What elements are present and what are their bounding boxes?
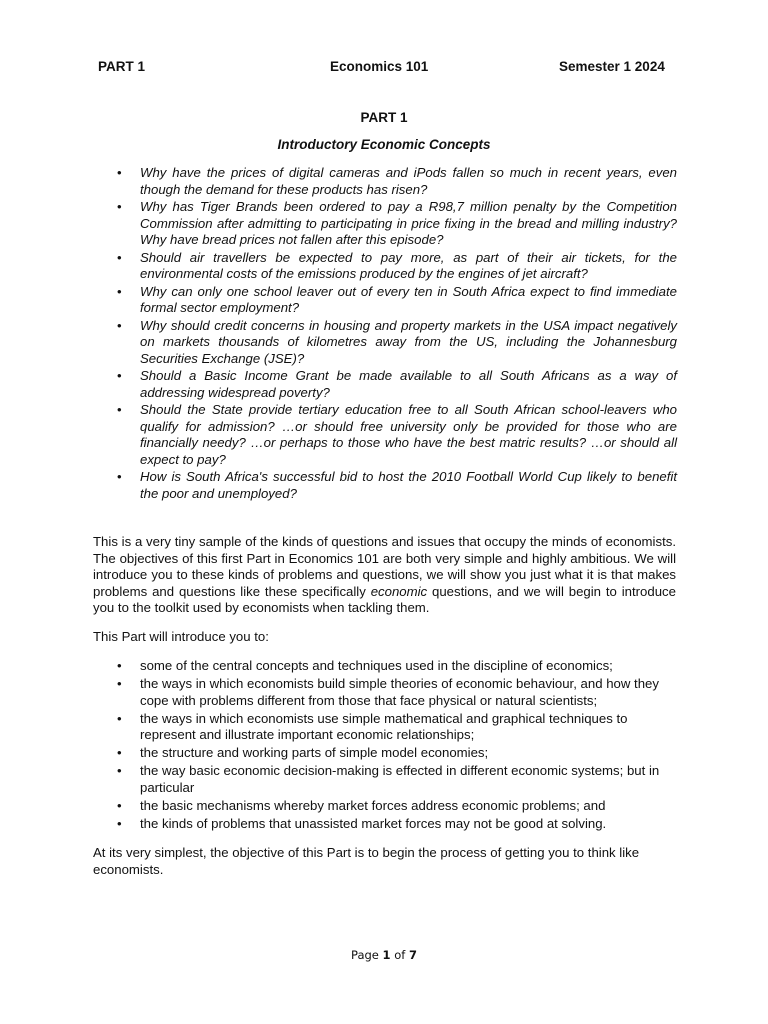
footer-of-word: of (394, 948, 406, 962)
header-semester: Semester 1 2024 (559, 59, 665, 74)
question-item: • Why can only one school leaver out of every ten in South Africa expect to find immediate formal sector employment? (140, 284, 677, 317)
question-item: • Should a Basic Income Grant be made available to all South Africans as a way of addressing widespread poverty? (140, 368, 677, 401)
intro-paragraph (93, 534, 676, 617)
footer-page-word: Page (351, 948, 379, 962)
page-footer (0, 948, 768, 962)
running-header (0, 59, 768, 77)
topic-item: • some of the central concepts and techniques used in the discipline of economics; (140, 658, 680, 675)
question-item: • Why should credit concerns in housing and property markets in the USA impact negatively on markets thousands of kilometres away from the US, including the Johannesburg Securities Exchange (JSE)? (140, 318, 677, 368)
question-list (140, 165, 677, 503)
topic-item: • the basic mechanisms whereby market forces address economic problems; and (140, 798, 680, 815)
page-subtitle: Introductory Economic Concepts (277, 137, 491, 152)
question-item: • Why has Tiger Brands been ordered to pay a R98,7 million penalty by the Competition Commission after admitting to participating in price fixing in the bread and milling industry? Why have bread prices not fallen after this episode? (140, 199, 677, 249)
intro-emphasis: economic (370, 583, 428, 599)
question-item: • How is South Africa's successful bid to host the 2010 Football World Cup likely to benefit the poor and unemployed? (140, 469, 677, 502)
topic-item: • the ways in which economists use simple mathematical and graphical techniques to represent and illustrate important economic relationships; (140, 711, 680, 744)
footer-total-pages: 7 (408, 948, 417, 962)
topic-item: • the ways in which economists build simple theories of economic behaviour, and how they cope with problems different from those that face physical or natural scientists; (140, 676, 680, 709)
closing-paragraph: At its very simplest, the objective of this Part is to begin the process of getting you to think like economists. (93, 845, 640, 877)
question-item: • Should air travellers be expected to pay more, as part of their air tickets, for the environmental costs of the emissions produced by the engines of jet aircraft? (140, 250, 677, 283)
footer-current-page: 1 (382, 948, 391, 962)
intro-text-start: This is a very tiny sample of the kinds of questions and issues that occupy the minds of economists. The objectives of this first Part in Economics 101 are both very simple and highly ambitious. We will introduce you to these kinds of problems and questions, we will show you just what it is that makes problems and questions like these specifically (93, 534, 676, 599)
header-course-title: Economics 101 (330, 59, 429, 74)
topic-item: • the way basic economic decision-making is effected in different economic systems; but in particular (140, 763, 680, 796)
topic-item: • the structure and working parts of simple model economies; (140, 745, 680, 762)
question-item: • Should the State provide tertiary education free to all South African school-leavers who qualify for admission? …or should free university only be provided for those who are financially needy? …or perhaps to those who have the best matric results? …or should all expect to pay? (140, 402, 677, 468)
lead-in-text: This Part will introduce you to: (93, 629, 269, 644)
header-part-label: PART 1 (98, 59, 146, 74)
topic-item: • the kinds of problems that unassisted market forces may not be good at solving. (140, 816, 680, 833)
page-title: PART 1 (360, 110, 408, 125)
question-item: • Why have the prices of digital cameras and iPods fallen so much in recent years, even though the demand for these products has risen? (140, 165, 677, 198)
intro-text-end: questions, and we will begin to introduce you to the toolkit used by economists when tackling them. (93, 583, 676, 615)
topic-list (140, 658, 680, 834)
